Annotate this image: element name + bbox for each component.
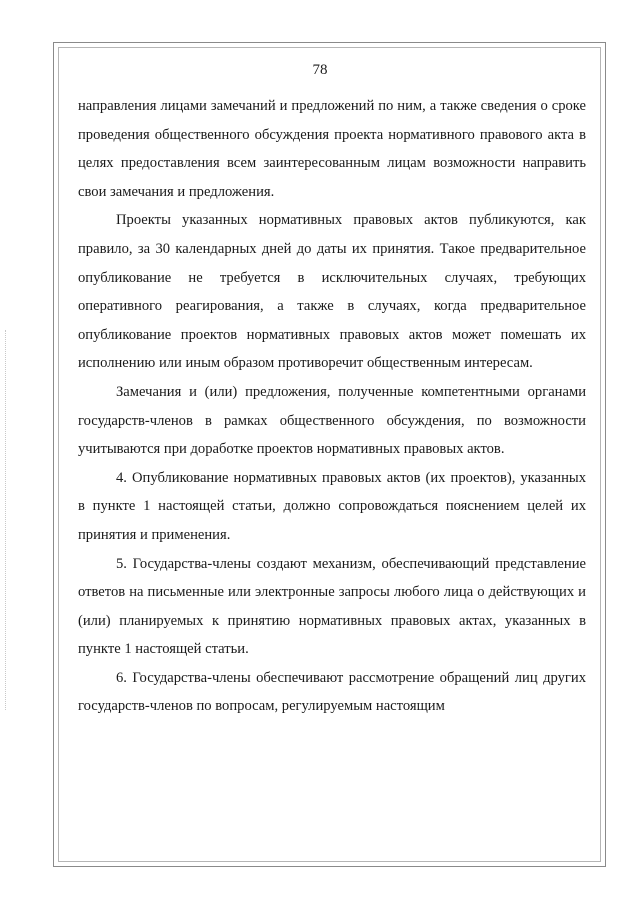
paragraph-item-4: 4. Опубликование нормативных правовых актов (их проектов), указанных в пункте 1 настоящей статьи, должно сопровождаться пояснением целей их принятия и применения. (78, 469, 586, 543)
paragraph-item-6: 6. Государства-члены обеспечивают рассмотрение обращений лиц других государств-членов по вопросам, регулируемым настоящим (78, 669, 586, 715)
paragraph-item-5: 5. Государства-члены создают механизм, обеспечивающий представление ответов на письменные или электронные запросы любого лица о действующих и (или) планируемых к принятию нормативных правовых актах, указанных в пункте 1 настоящей статьи. (78, 555, 586, 658)
paragraph-comments-consideration: Замечания и (или) предложения, полученные компетентными органами государств-членов в рамках общественного обсуждения, по возможности учитываются при доработке проектов нормативных правовых актов. (78, 383, 586, 458)
document-body (78, 92, 586, 721)
paragraph-continuation: направления лицами замечаний и предложений по ним, а также сведения о сроке проведения общественного обсуждения проекта нормативного правового акта в целях предоставления всем заинтересованным лицам возможности направить свои замечания и предложения. (78, 98, 586, 200)
scan-margin-marks (5, 330, 10, 710)
page-number: 78 (312, 62, 328, 78)
paragraph-publication-terms: Проекты указанных нормативных правовых актов публикуются, как правило, за 30 календарных дней до даты их принятия. Такое предварительное опубликование не требуется в исключительных случаях, требующих оперативного реагирования, а также в случаях, когда предварительное опубликование проектов нормативных правовых актов может помешать их исполнению или иным образом противоречит общественным интересам. (78, 212, 586, 372)
